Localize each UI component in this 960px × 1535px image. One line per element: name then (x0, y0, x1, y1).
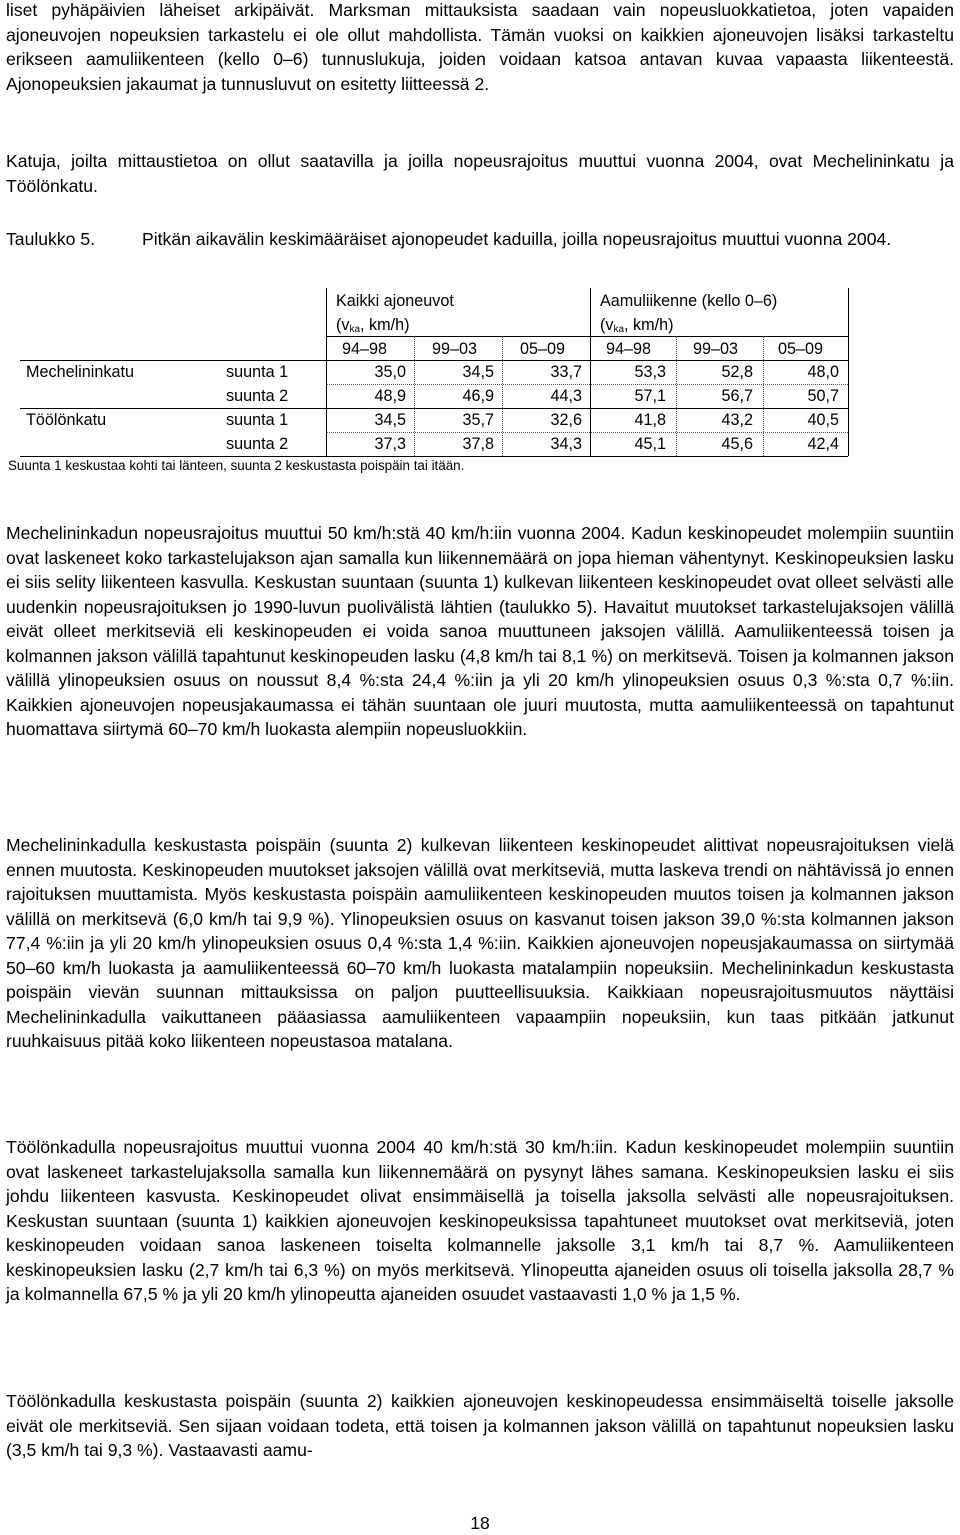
table-cell: 48,9 (374, 387, 406, 405)
table-rule (326, 384, 848, 385)
paragraph-toolonkatu-1: Töölönkadulla nopeusrajoitus muuttui vuonna 2004 40 km/h:stä 30 km/h:iin. Kadun keskinopeudet molempiin suuntiin ovat laskeneet tarkastelujaksolla samalla kun liikennemäärä on pysynyt lähes samana. Keskinopeuksien lasku ei siis johdu liikenteen kasvusta. Keskinopeudet olivat ensimmäisellä ja toisella jaksolla selvästi alle nopeusrajoituksen. Keskustan suuntaan (suunta 1) kaikkien ajoneuvojen keskinopeuksissa tapahtuneet muutokset ovat merkitseviä, joten keskinopeuden voidaan sanoa laskeneen toiselta kolmannelle jaksolle 3,1 km/h tai 8,7 %. Aamuliikenteen keskinopeuksien lasku (2,7 km/h tai 6,3 %) on myös merkitsevä. Ylinopeutta ajaneiden osuus oli toisella jaksolla 28,7 % ja kolmannella 67,5 % ja yli 20 km/h ylinopeutta ajaneiden osuudet vastaavasti 1,0 % ja 1,5 %. (6, 1137, 954, 1304)
group-header-all-vehicles: Kaikki ajoneuvot (336, 292, 454, 310)
table-rule (590, 288, 591, 456)
table-rule (502, 336, 503, 456)
table-rule (763, 336, 764, 456)
table-cell: 34,3 (550, 435, 582, 453)
table-cell: 34,5 (462, 363, 494, 381)
table-cell: 56,7 (721, 387, 753, 405)
table-caption-label: Taulukko 5. (6, 229, 95, 249)
period-header: 05–09 (778, 340, 824, 358)
period-header: 05–09 (520, 340, 566, 358)
table-cell: 46,9 (462, 387, 494, 405)
paragraph-mechelininkatu-1: Mechelininkadun nopeusrajoitus muuttui 50 km/h:stä 40 km/h:iin vuonna 2004. Kadun keskinopeudet molempiin suuntiin ovat laskeneet koko tarkastelujakson ajan samalla kun liikennemäärä on jopa hieman vähentynyt. Keskinopeuksien lasku ei siis selity liikenteen kasvulla. Keskustan suuntaan (suunta 1) kulkevan liikenteen keskinopeudet ovat olleet selvästi alle uudenkin nopeusrajoituksen jo 1990-luvun puolivälistä lähtien (taulukko 5). Havaitut muutokset tarkastelujaksojen välillä eivät olleet merkitseviä eli keskinopeuden ei voida sanoa muuttuneen jaksojen välillä. Aamuliikenteessä toisen ja kolmannen jakson välillä tapahtunut keskinopeuden lasku (4,8 km/h tai 8,1 %) on merkitsevä. Toisen ja kolmannen jakson välillä ylinopeuksien osuus on noussut 8,4 %:sta 24,4 %:iin ja yli 20 km/h ylinopeuksien osuus 0,3 %:sta 0,7 %:iin. Kaikkien ajoneuvojen nopeusjakaumassa ei tähän suuntaan ole juuri muutosta, mutta aamuliikenteessä on tapahtunut huomattava siirtymä 60–70 km/h luokasta alempiin nopeusluokkiin. (6, 523, 954, 739)
group-unit-all-vehicles: ($v_{ka}$, km/h) (336, 316, 410, 335)
table-cell: 34,5 (374, 411, 406, 429)
table-rule (20, 360, 848, 361)
table-cell: 45,6 (721, 435, 753, 453)
table-note: Suunta 1 keskustaa kohti tai länteen, suunta 2 keskustasta poispäin tai itään. (8, 458, 465, 473)
period-header: 99–03 (693, 340, 739, 358)
table-cell: 33,7 (550, 363, 582, 381)
table-cell: 48,0 (807, 363, 839, 381)
paragraph-mechelininkatu-2: Mechelininkadulla keskustasta poispäin (suunta 2) kulkevan liikenteen keskinopeudet alittivat nopeusrajoituksen vielä ennen muutosta. Keskinopeuden muutokset jaksojen välillä ovat merkitseviä, mutta laskeva trendi on nähtävissä jo ennen rajoituksen muuttamista. Myös keskustasta poispäin aamuliikenteen keskinopeuden muutos toisen ja kolmannen jakson välillä on merkitsevä (6,0 km/h tai 9,9 %). Ylinopeuksien osuus on kasvanut toisen jakson 39,0 %:sta kolmannen jakson 77,4 %:iin ja yli 20 km/h ylinopeuksien osuus 0,4 %:sta 1,4 %:iin. Kaikkien ajoneuvojen nopeusjakaumassa on siirtymää 50–60 km/h luokasta ja aamuliikenteessä 60–70 km/h luokasta matalampiin nopeuksiin. Mechelininkadun keskustasta poispäin vievän suunnan mittauksissa on paljon puutteellisuuksia. Kaikkiaan nopeusrajoitusmuutos näyttäisi Mechelininkadulla vaikuttaneen pääasiassa aamuliikenteen vapaampiin nopeuksiin, kun taas pitkään jatkunut ruuhkaisuus pitää koko liikenteen nopeustasoa matalana. (6, 835, 954, 1051)
table-rule (20, 408, 848, 409)
table-rule (326, 432, 848, 433)
paragraph-toolonkatu-2: Töölönkadulla keskustasta poispäin (suunta 2) kaikkien ajoneuvojen keskinopeudessa ensimmäiseltä toiselle jaksolle eivät ole merkitseviä. Sen sijaan voidaan todeta, että toisen ja kolmannen jakson välillä on tapahtunut nopeuksien lasku (3,5 km/h tai 9,3 %). Vastaavasti aamu- (6, 1391, 954, 1460)
table-rule (326, 288, 327, 456)
table-cell: 53,3 (634, 363, 666, 381)
table-cell: 50,7 (807, 387, 839, 405)
table-caption-text: Pitkän aikavälin keskimääräiset ajonopeudet kaduilla, joilla nopeusrajoitus muuttui vuonna 2004. (142, 229, 892, 249)
table-cell: 52,8 (721, 363, 753, 381)
table-cell: 35,0 (374, 363, 406, 381)
street-label: Mechelininkatu (26, 363, 134, 381)
table-cell: 44,3 (550, 387, 582, 405)
table-rule (414, 336, 415, 456)
table-rule (326, 336, 848, 337)
paragraph-intro: liset pyhäpäivien läheiset arkipäivät. Marksman mittauksista saadaan vain nopeusluokkatietoa, joten vapaiden ajoneuvojen nopeuksien tarkastelu ei ole ollut mahdollista. Tämän vuoksi on kaikkien ajoneuvojen lisäksi tarkasteltu erikseen aamuliikenteen (kello 0–6) tunnuslukuja, joiden voidaan katsoa antavan kuvaa vapaasta liikenteestä. Ajonopeuksien jakaumat ja tunnusluvut on esitetty liitteessä 2. (6, 0, 954, 94)
table-cell: 41,8 (634, 411, 666, 429)
table-rule (848, 288, 849, 456)
street-label: Töölönkatu (26, 411, 107, 429)
period-header: 94–98 (342, 340, 388, 358)
table-rule (20, 456, 848, 457)
table-cell: 32,6 (550, 411, 582, 429)
table-cell: 35,7 (462, 411, 494, 429)
group-unit-morning-traffic: ($v_{ka}$, km/h) (600, 316, 674, 335)
table-cell: 57,1 (634, 387, 666, 405)
table-cell: 42,4 (807, 435, 839, 453)
table-cell: 40,5 (807, 411, 839, 429)
group-header-morning-traffic: Aamuliikenne (kello 0–6) (600, 292, 778, 310)
page-number: 18 (470, 1513, 490, 1533)
paragraph-streets: Katuja, joilta mittaustietoa on ollut saatavilla ja joilla nopeusrajoitus muuttui vuonna 2004, ovat Mechelininkatu ja Töölönkatu. (6, 151, 954, 196)
direction-label: suunta 1 (226, 363, 289, 381)
direction-label: suunta 2 (226, 387, 289, 405)
table-cell: 37,3 (374, 435, 406, 453)
period-header: 99–03 (432, 340, 478, 358)
direction-label: suunta 1 (226, 411, 289, 429)
table-cell: 37,8 (462, 435, 494, 453)
table-rule (676, 336, 677, 456)
period-header: 94–98 (606, 340, 652, 358)
direction-label: suunta 2 (226, 435, 289, 453)
table-cell: 45,1 (634, 435, 666, 453)
table-cell: 43,2 (721, 411, 753, 429)
